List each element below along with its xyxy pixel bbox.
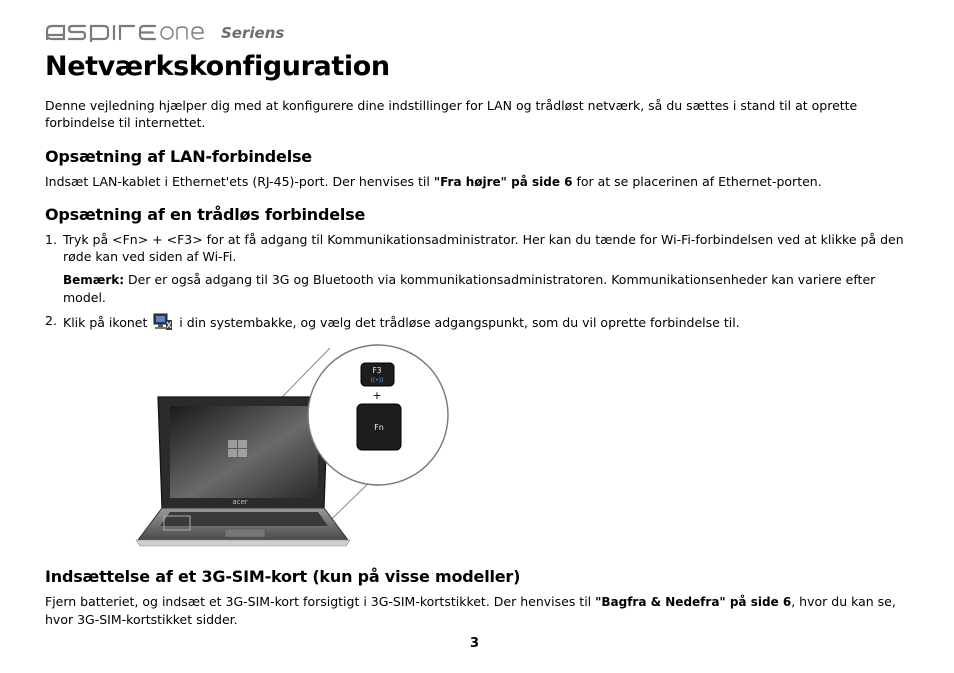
wireless-step-1 xyxy=(45,231,905,265)
series-label: Seriens xyxy=(221,24,285,42)
laptop-touchpad xyxy=(225,529,265,537)
lan-text-after: for at se placerinen af Ethernet-porten. xyxy=(572,174,822,189)
note-label: Bemærk: xyxy=(63,273,125,287)
laptop-keyboard xyxy=(160,512,328,526)
wireless-key-icon: ((•)) xyxy=(370,377,384,384)
page-title: Netværkskonfiguration xyxy=(45,51,390,82)
step-2-text xyxy=(63,312,905,336)
aspire-one-logo-graphic xyxy=(45,22,215,42)
fn-key-label: Fn xyxy=(374,423,384,432)
wireless-heading: Opsætning af en trådløs forbindelse xyxy=(45,205,366,224)
lan-heading: Opsætning af LAN-forbindelse xyxy=(45,147,312,166)
step-2-text-before: Klik på ikonet xyxy=(63,315,152,330)
laptop-illustration xyxy=(130,340,450,555)
lan-reference-link[interactable]: "Fra højre" på side 6 xyxy=(433,175,573,189)
note-text: Der er også adgang til 3G og Bluetooth via kommunikationsadministratoren. Kommunikationsenheder kan variere efter model. xyxy=(63,272,876,305)
sim-text-before: Fjern batteriet, og indsæt et 3G-SIM-kort forsigtigt i 3G-SIM-kortstikket. Der henvises til xyxy=(45,594,596,609)
f3-key-label: F3 xyxy=(372,366,382,375)
brand-logo xyxy=(45,20,284,44)
page-number: 3 xyxy=(470,636,480,651)
intro-paragraph: Denne vejledning hjælper dig med at konfigurere dine indstillinger for LAN og trådløst netværk, så du sættes i stand til at oprette forbindelse til internettet. xyxy=(45,98,858,130)
sim-heading: Indsættelse af et 3G-SIM-kort (kun på visse modeller) xyxy=(45,567,521,586)
step-1-text: Tryk på <Fn> + <F3> for at få adgang til Kommunikationsadministrator. Her kan du tænde for Wi-Fi-forbindelsen ved at klikke på den røde kan ved siden af Wi-Fi. xyxy=(63,232,904,264)
sim-text-after: , hvor du kan se, hvor 3G-SIM-kortstikket sidder. xyxy=(45,594,896,627)
laptop-keys-illustration xyxy=(130,340,450,555)
wireless-step-2 xyxy=(45,312,905,336)
plus-sign: + xyxy=(372,389,382,402)
wireless-note xyxy=(63,271,903,306)
lan-paragraph xyxy=(45,173,905,191)
sim-paragraph xyxy=(45,593,905,628)
lan-text-before: Indsæt LAN-kablet i Ethernet'ets (RJ-45)-port. Der henvises til xyxy=(45,174,434,189)
laptop-brand-label: acer xyxy=(232,498,248,506)
step-2-text-after: i din systembakke, og vælg det trådløse adgangspunkt, som du vil oprette forbindelse til. xyxy=(175,315,740,330)
step-2-number: 2. xyxy=(45,313,57,328)
step-1-number: 1. xyxy=(45,232,57,247)
network-tray-icon xyxy=(153,312,173,336)
sim-reference-link[interactable]: "Bagfra & Nedefra" på side 6 xyxy=(595,595,792,609)
